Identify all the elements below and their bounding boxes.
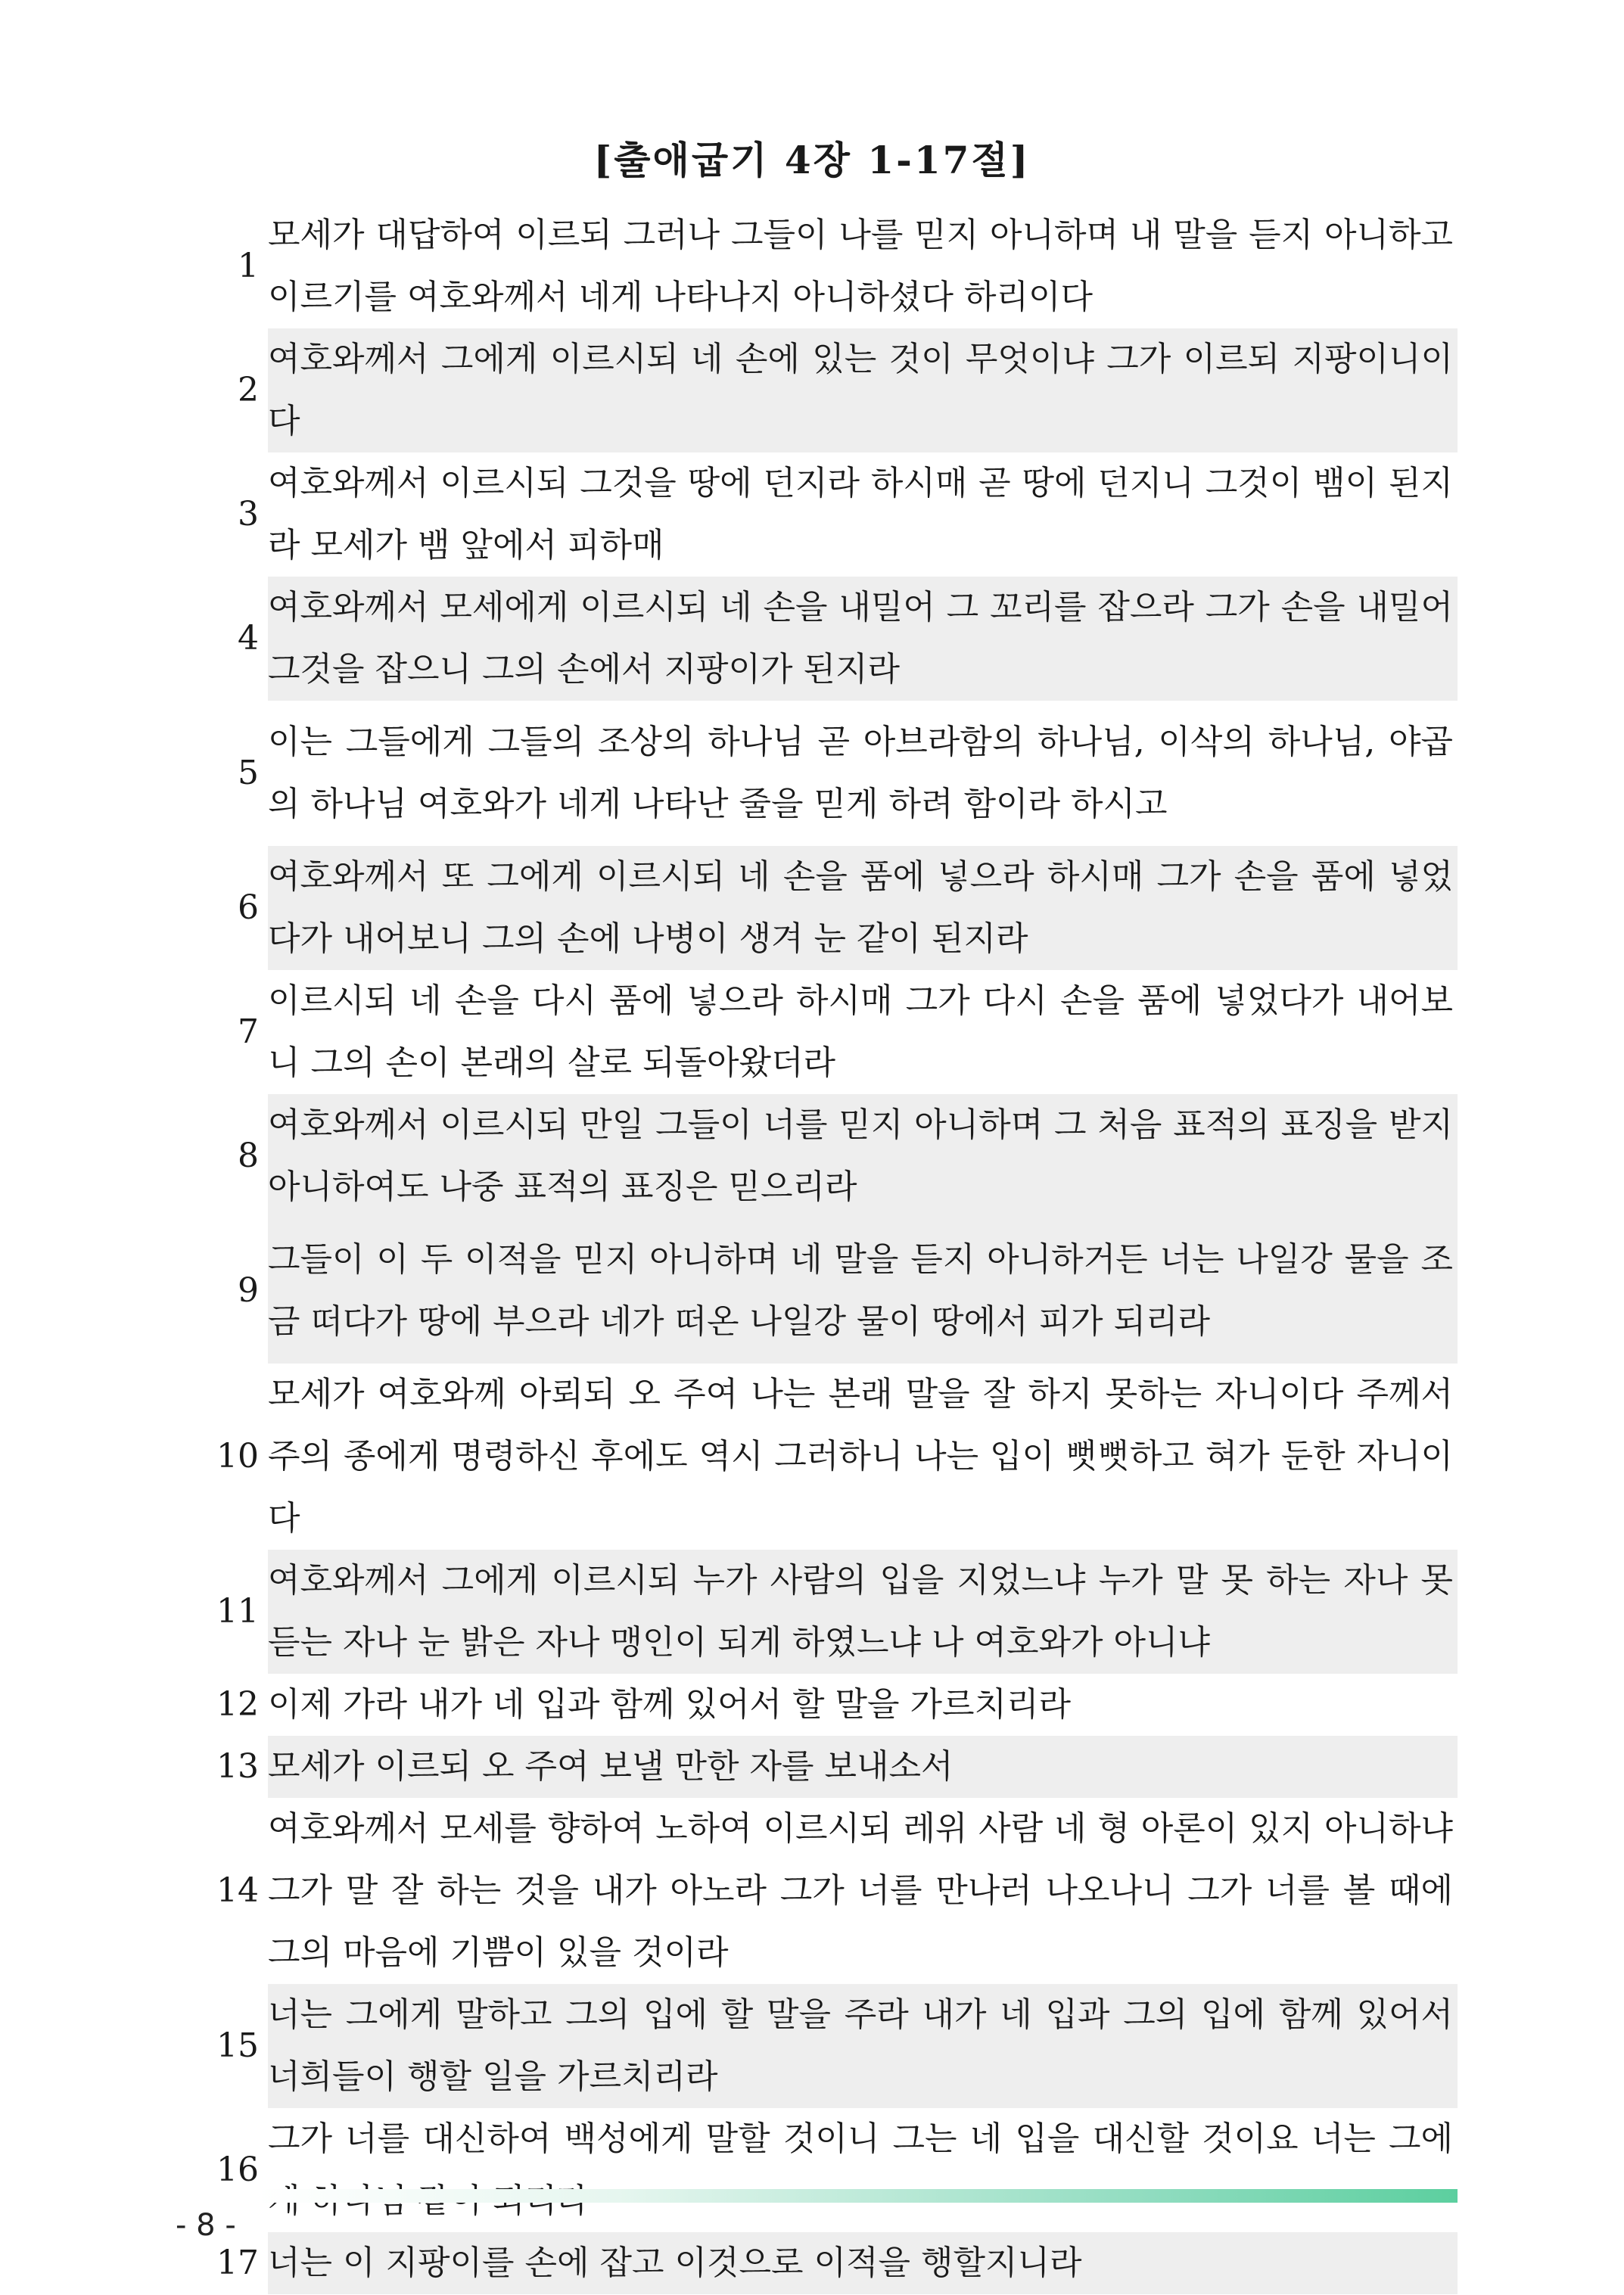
- verse-number: 5: [238, 754, 259, 792]
- verse-row: [188, 328, 1458, 452]
- verse-text: 그가 너를 대신하여 백성에게 말할 것이니 그는 네 입을 대신할 것이요 너는 그에: [268, 2119, 1453, 2158]
- verse-text: 이는 그들에게 그들의 조상의 하나님 곧 아브라함의 하나님, 이삭의 하나님, 야곱의 하나님 여호와가 네게 나타난 줄을 믿게 하려 함이라 하시고: [268, 723, 1453, 823]
- verse-number: 9: [238, 1271, 259, 1310]
- verse-text: 모세가 여호와께 아뢰되 오 주여 나는 본래 말을 잘 하지 못하는 자니이다 주께서 주의 종에게 명령하신 후에도 역시 그러하니 나는 입이 뻣뻣하고 혀가 둔한 자니이다: [268, 1375, 1453, 1538]
- verse-number: 13: [216, 1747, 259, 1786]
- verse-text: 너는 그에게 말하고 그의 입에 할 말을 주라 내가 네 입과 그의 입에 함께 있어서 너희들이 행할 일을 가르치리라: [268, 1984, 1458, 2108]
- verse-text: 여호와께서 모세를 향하여 노하여 이르시되 레위 사람 네 형 아론이 있지 아니하냐 그가 말 잘 하는 것을 내가 아노라 그가 너를 만나러 나오나니 그가 너를 볼 때에 그의 마음에 기쁨이 있을 것이라: [268, 1809, 1453, 1972]
- verse-text: 여호와께서 그에게 이르시되 네 손에 있는 것이 무엇이냐 그가 이르되 지팡이니이다: [268, 328, 1458, 452]
- verse-number: 14: [216, 1871, 259, 1910]
- verse-row: [188, 1674, 1458, 1736]
- verse-row: [188, 846, 1458, 970]
- verse-row: [188, 204, 1458, 328]
- verse-text: 이제 가라 내가 네 입과 함께 있어서 할 말을 가르치리라: [268, 1685, 1071, 1724]
- verse-number: 4: [238, 619, 259, 658]
- verse-text: 여호와께서 이르시되 만일 그들이 너를 믿지 아니하며 그 처음 표적의 표징을 받지 아니하여도 나중 표적의 표징은 믿으리라: [268, 1094, 1458, 1218]
- verse-row: [188, 2232, 1458, 2294]
- verse-text: 모세가 대답하여 이르되 그러나 그들이 나를 믿지 아니하며 내 말을 듣지 아니하고 이르기를 여호와께서 네게 나타나지 아니하셨다 하리이다: [268, 216, 1453, 316]
- verse-row: [188, 1798, 1458, 1984]
- verse-row: [188, 1364, 1458, 1550]
- verse-text: 여호와께서 그에게 이르시되 누가 사람의 입을 지었느냐 누가 말 못 하는 자나 못 듣는 자나 눈 밝은 자나 맹인이 되게 하였느냐 나 여호와가 아니냐: [268, 1550, 1458, 1674]
- verse-number: 11: [216, 1592, 259, 1631]
- verse-row: [188, 1736, 1458, 1798]
- verse-text: 여호와께서 모세에게 이르시되 네 손을 내밀어 그 꼬리를 잡으라 그가 손을 내밀어 그것을 잡으니 그의 손에서 지팡이가 된지라: [268, 577, 1458, 701]
- verse-text: 이르시되 네 손을 다시 품에 넣으라 하시매 그가 다시 손을 품에 넣었다가 내어보니 그의 손이 본래의 살로 되돌아왔더라: [268, 981, 1453, 1082]
- verse-number: 3: [238, 495, 259, 533]
- verse-number: 16: [216, 2150, 259, 2189]
- verse-number: 17: [216, 2244, 259, 2282]
- verse-number: 7: [238, 1012, 259, 1051]
- verse-table-body: [188, 204, 1458, 2294]
- verse-number: 15: [216, 2026, 259, 2065]
- verse-number: 2: [238, 371, 259, 409]
- verse-number: 1: [238, 247, 259, 285]
- verse-row: [188, 1550, 1458, 1674]
- verse-text: 여호와께서 이르시되 그것을 땅에 던지라 하시매 곧 땅에 던지니 그것이 뱀이 된지라 모세가 뱀 앞에서 피하매: [268, 464, 1453, 564]
- verse-row: [188, 701, 1458, 846]
- page-number: - 8 -: [176, 2208, 236, 2243]
- verse-text: 모세가 이르되 오 주여 보낼 만한 자를 보내소서: [268, 1736, 1458, 1798]
- verse-row: [188, 1984, 1458, 2108]
- verse-text: 너는 이 지팡이를 손에 잡고 이것으로 이적을 행할지니라: [268, 2232, 1458, 2294]
- verse-row: [188, 970, 1458, 1094]
- verse-table: [188, 204, 1458, 2294]
- verse-row: [188, 1218, 1458, 1364]
- verse-row: [188, 2108, 1458, 2232]
- verse-row: [188, 577, 1458, 701]
- page-title: [출애굽기 4장 1-17절]: [593, 138, 1031, 182]
- verse-number: 8: [238, 1137, 259, 1175]
- verse-text: 여호와께서 또 그에게 이르시되 네 손을 품에 넣으라 하시매 그가 손을 품에 넣었다가 내어보니 그의 손에 나병이 생겨 눈 같이 된지라: [268, 846, 1458, 970]
- verse-number: 6: [238, 888, 259, 927]
- verse-row: [188, 1094, 1458, 1218]
- verse-row: [188, 452, 1458, 577]
- verse-text: 그들이 이 두 이적을 믿지 아니하며 네 말을 듣지 아니하거든 너는 나일강 물을 조금 떠다가 땅에 부으라 네가 떠온 나일강 물이 땅에서 피가 되리라: [268, 1218, 1458, 1364]
- verse-number: 12: [216, 1685, 259, 1724]
- verse-number: 10: [216, 1437, 259, 1476]
- footer-gradient-bar: [257, 2189, 1458, 2203]
